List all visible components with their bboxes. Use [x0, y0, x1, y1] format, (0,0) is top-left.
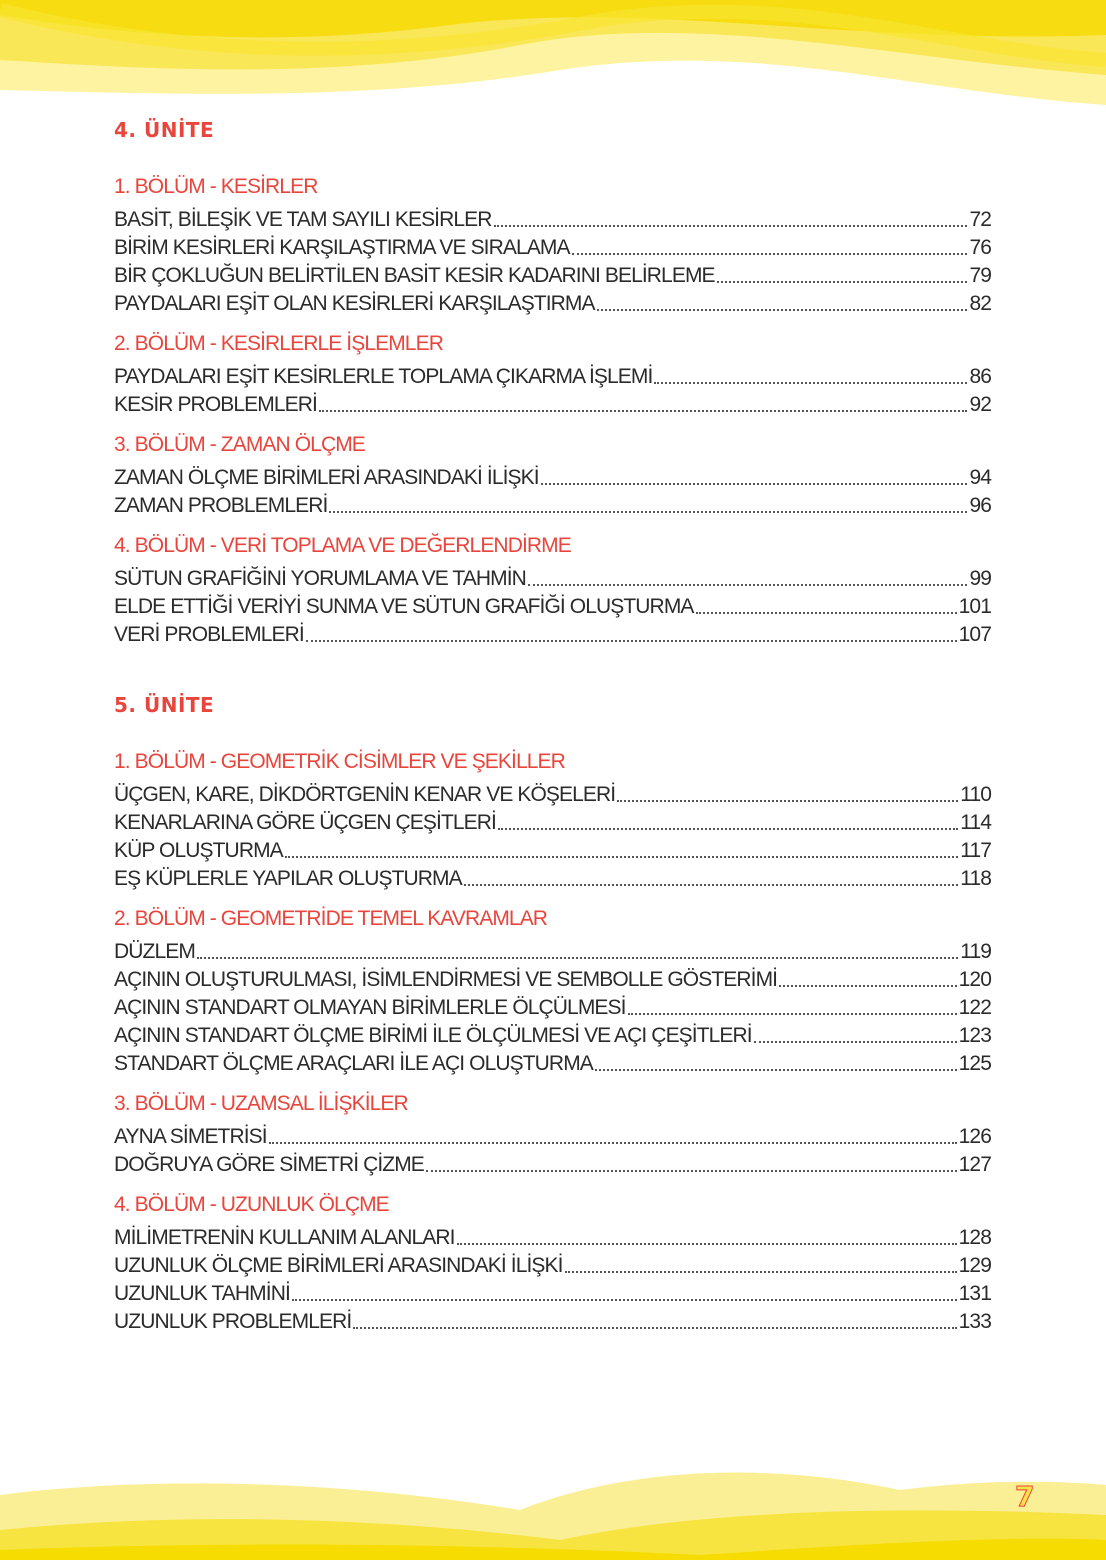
page-number: 7: [1015, 1480, 1035, 1513]
entry-page-number: 117: [960, 839, 991, 862]
toc-entry: [114, 262, 991, 290]
dot-leader: [269, 1142, 957, 1144]
entry-page-number: 125: [958, 1052, 991, 1075]
toc-entry: [114, 1050, 991, 1078]
entry-title: KESİR PROBLEMLERİ: [114, 393, 317, 416]
dot-leader: [464, 884, 958, 886]
entry-title: DÜZLEM: [114, 940, 195, 963]
section-block: [114, 748, 991, 893]
entry-page-number: 114: [960, 811, 991, 834]
dot-leader: [754, 1041, 957, 1043]
entry-page-number: 82: [969, 292, 991, 315]
entry-page-number: 92: [969, 393, 991, 416]
toc-entry: [114, 938, 991, 966]
section-title: 4. BÖLÜM - VERİ TOPLAMA VE DEĞERLENDİRME: [114, 534, 571, 557]
entry-title: AÇININ STANDART ÖLÇME BİRİMİ İLE ÖLÇÜLMESİ VE AÇI ÇEŞİTLERİ: [114, 1024, 752, 1047]
entry-page-number: 119: [960, 940, 991, 963]
dot-leader: [628, 1013, 957, 1015]
section-block: [114, 905, 991, 1078]
section-block: [114, 1191, 991, 1336]
toc-entry: [114, 1224, 991, 1252]
entry-title: ZAMAN ÖLÇME BİRİMLERİ ARASINDAKİ İLİŞKİ: [114, 466, 539, 489]
section-block: [114, 532, 991, 649]
section-title: 4. BÖLÜM - UZUNLUK ÖLÇME: [114, 1193, 389, 1216]
entry-page-number: 96: [969, 494, 991, 517]
bottom-wave-decoration: [0, 1450, 1106, 1560]
dot-leader: [565, 1271, 957, 1273]
section-block: [114, 173, 991, 318]
entry-title: BİR ÇOKLUĞUN BELİRTİLEN BASİT KESİR KADARINI BELİRLEME: [114, 264, 715, 287]
dot-leader: [329, 511, 967, 513]
entry-page-number: 122: [958, 996, 991, 1019]
entry-title: AYNA SİMETRİSİ: [114, 1125, 267, 1148]
entry-title: AÇININ OLUŞTURULMASI, İSİMLENDİRMESİ VE SEMBOLLE GÖSTERİMİ: [114, 968, 778, 991]
toc-entry: [114, 593, 991, 621]
section-block: [114, 330, 991, 419]
entry-page-number: 120: [958, 968, 991, 991]
entry-page-number: 79: [969, 264, 991, 287]
entry-page-number: 133: [958, 1310, 991, 1333]
section-block: [114, 431, 991, 520]
dot-leader: [319, 410, 968, 412]
entry-page-number: 101: [958, 595, 991, 618]
entry-title: MİLİMETRENİN KULLANIM ALANLARI: [114, 1226, 455, 1249]
entry-page-number: 123: [958, 1024, 991, 1047]
dot-leader: [285, 856, 958, 858]
section-block: [114, 1090, 991, 1179]
dot-leader: [654, 382, 967, 384]
dot-leader: [617, 800, 958, 802]
entry-page-number: 110: [960, 783, 991, 806]
toc-entry: [114, 464, 991, 492]
toc-entry: [114, 363, 991, 391]
toc-entry: [114, 290, 991, 318]
entry-page-number: 126: [958, 1125, 991, 1148]
entry-page-number: 94: [969, 466, 991, 489]
dot-leader: [494, 225, 968, 227]
toc-entry: [114, 565, 991, 593]
entry-title: KENARLARINA GÖRE ÜÇGEN ÇEŞİTLERİ: [114, 811, 496, 834]
entry-title: UZUNLUK TAHMİNİ: [114, 1282, 290, 1305]
entry-page-number: 99: [969, 567, 991, 590]
dot-leader: [696, 612, 957, 614]
entry-title: STANDART ÖLÇME ARAÇLARI İLE AÇI OLUŞTURMA: [114, 1052, 593, 1075]
entry-title: UZUNLUK ÖLÇME BİRİMLERİ ARASINDAKİ İLİŞKİ: [114, 1254, 563, 1277]
unit-heading: 5. ÜNİTE: [114, 693, 215, 717]
toc-entry: [114, 1123, 991, 1151]
toc-entry: [114, 837, 991, 865]
top-wave-decoration: [0, 0, 1106, 110]
dot-leader: [292, 1299, 957, 1301]
entry-title: ÜÇGEN, KARE, DİKDÖRTGENİN KENAR VE KÖŞELERİ: [114, 783, 616, 806]
entry-title: ELDE ETTİĞİ VERİYİ SUNMA VE SÜTUN GRAFİĞİ OLUŞTURMA: [114, 595, 694, 618]
toc-entry: [114, 865, 991, 893]
entry-title: UZUNLUK PROBLEMLERİ: [114, 1310, 352, 1333]
table-of-contents: [114, 114, 991, 1336]
entry-page-number: 72: [969, 208, 991, 231]
entry-title: DOĞRUYA GÖRE SİMETRİ ÇİZME: [114, 1153, 424, 1176]
toc-entry: [114, 966, 991, 994]
dot-leader: [779, 985, 957, 987]
entry-title: EŞ KÜPLERLE YAPILAR OLUŞTURMA: [114, 867, 462, 890]
dot-leader: [717, 281, 968, 283]
dot-leader: [572, 253, 968, 255]
entry-page-number: 127: [958, 1153, 991, 1176]
toc-entry: [114, 1252, 991, 1280]
dot-leader: [528, 584, 968, 586]
toc-entry: [114, 1022, 991, 1050]
entry-title: BİRİM KESİRLERİ KARŞILAŞTIRMA VE SIRALAMA: [114, 236, 570, 259]
toc-entry: [114, 781, 991, 809]
toc-entry: [114, 994, 991, 1022]
toc-entry: [114, 492, 991, 520]
toc-entry: [114, 809, 991, 837]
entry-title: VERİ PROBLEMLERİ: [114, 623, 304, 646]
entry-page-number: 131: [958, 1282, 991, 1305]
toc-entry: [114, 1308, 991, 1336]
dot-leader: [597, 309, 968, 311]
entry-title: ZAMAN PROBLEMLERİ: [114, 494, 328, 517]
entry-page-number: 129: [958, 1254, 991, 1277]
entry-page-number: 118: [960, 867, 991, 890]
section-title: 1. BÖLÜM - KESİRLER: [114, 175, 318, 198]
dot-leader: [541, 483, 968, 485]
section-title: 3. BÖLÜM - UZAMSAL İLİŞKİLER: [114, 1092, 408, 1115]
dot-leader: [306, 640, 957, 642]
toc-entry: [114, 206, 991, 234]
entry-title: AÇININ STANDART OLMAYAN BİRİMLERLE ÖLÇÜLMESİ: [114, 996, 626, 1019]
dot-leader: [197, 957, 958, 959]
entry-title: KÜP OLUŞTURMA: [114, 839, 283, 862]
toc-entry: [114, 234, 991, 262]
toc-entry: [114, 1151, 991, 1179]
unit-heading: 4. ÜNİTE: [114, 118, 215, 142]
entry-title: SÜTUN GRAFİĞİNİ YORUMLAMA VE TAHMİN: [114, 567, 526, 590]
toc-entry: [114, 1280, 991, 1308]
section-title: 1. BÖLÜM - GEOMETRİK CİSİMLER VE ŞEKİLLER: [114, 750, 565, 773]
entry-page-number: 76: [969, 236, 991, 259]
entry-page-number: 86: [969, 365, 991, 388]
dot-leader: [426, 1170, 957, 1172]
dot-leader: [353, 1327, 956, 1329]
section-title: 2. BÖLÜM - GEOMETRİDE TEMEL KAVRAMLAR: [114, 907, 548, 930]
toc-entry: [114, 621, 991, 649]
toc-entry: [114, 391, 991, 419]
entry-page-number: 128: [958, 1226, 991, 1249]
dot-leader: [595, 1069, 957, 1071]
entry-title: PAYDALARI EŞİT OLAN KESİRLERİ KARŞILAŞTIRMA: [114, 292, 595, 315]
entry-page-number: 107: [958, 623, 991, 646]
dot-leader: [498, 828, 958, 830]
entry-title: PAYDALARI EŞİT KESİRLERLE TOPLAMA ÇIKARMA İŞLEMİ: [114, 365, 653, 388]
section-title: 2. BÖLÜM - KESİRLERLE İŞLEMLER: [114, 332, 443, 355]
section-title: 3. BÖLÜM - ZAMAN ÖLÇME: [114, 433, 365, 456]
entry-title: BASİT, BİLEŞİK VE TAM SAYILI KESİRLER: [114, 208, 492, 231]
dot-leader: [457, 1243, 957, 1245]
